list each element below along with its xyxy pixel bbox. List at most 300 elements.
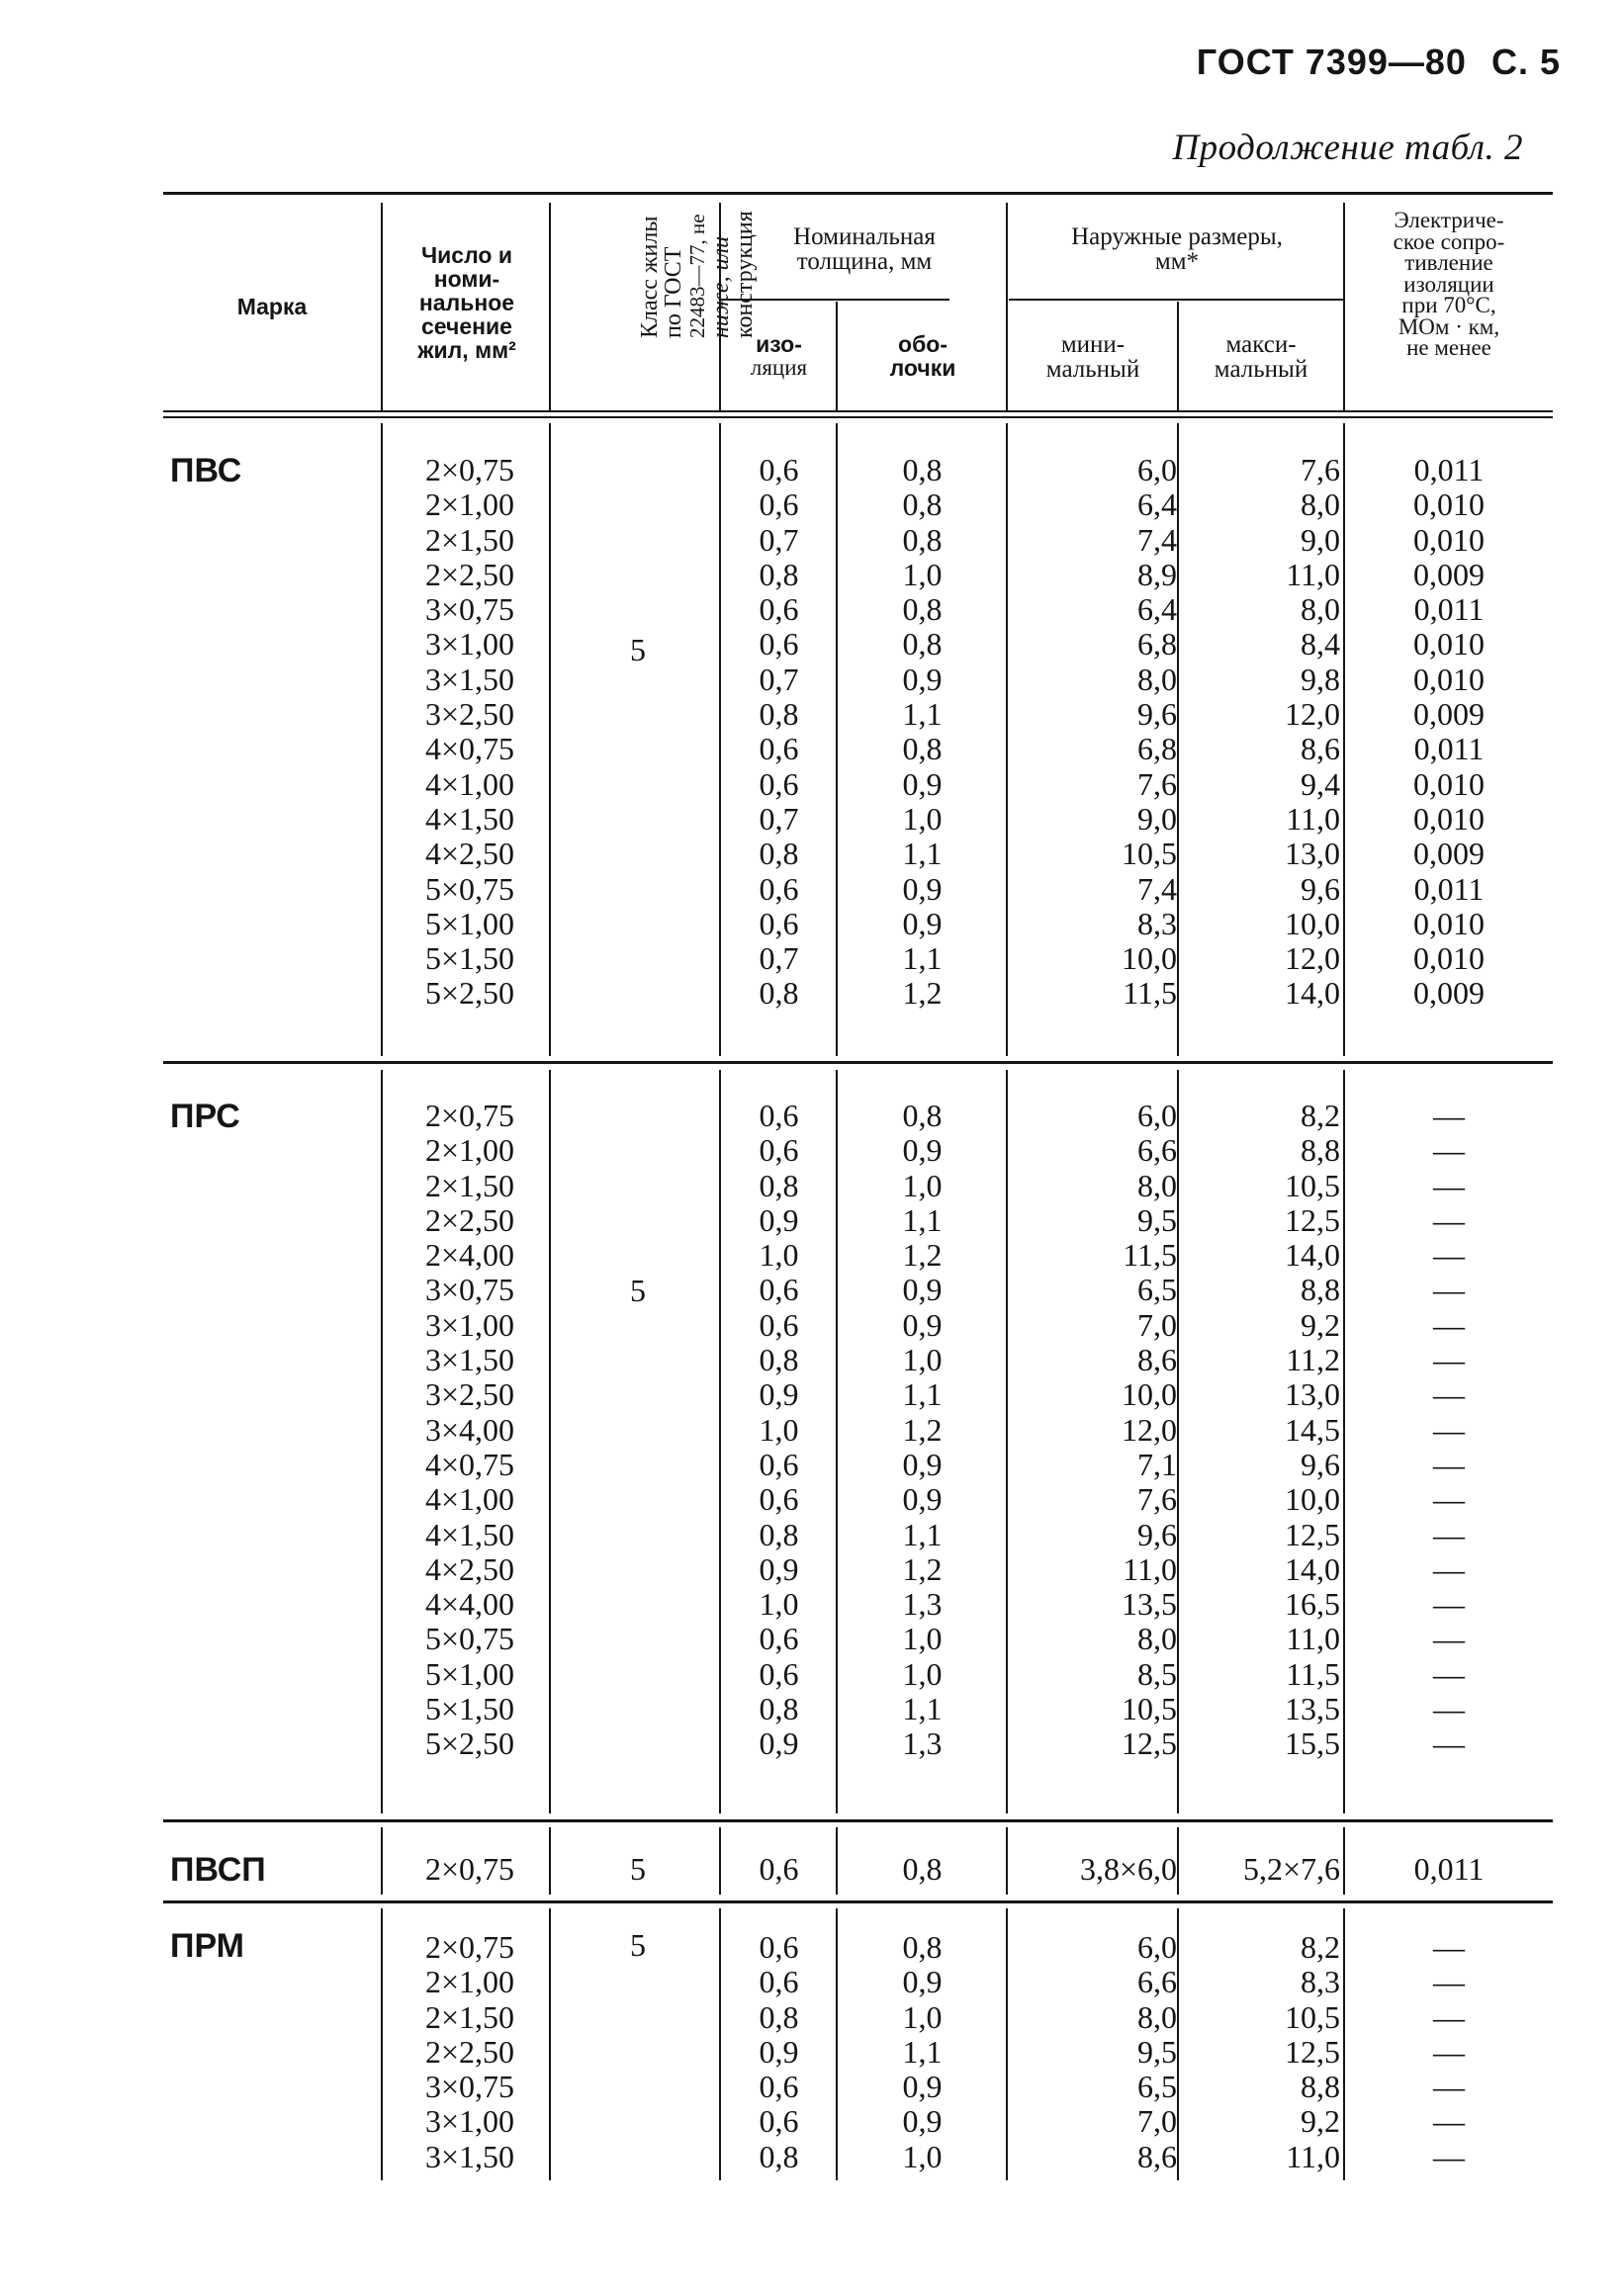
header-line: сечение: [421, 313, 512, 339]
cell-outer-min: 12,5: [1122, 1725, 1177, 1762]
group-divider-pvsp: [163, 1819, 1553, 1822]
cell-outer-min: 13,5: [1122, 1586, 1177, 1623]
header-resistance: [1345, 210, 1553, 359]
cell-outer-max: 9,2: [1301, 2103, 1340, 2140]
cell-sheath: 1,0: [902, 556, 943, 592]
cell-resistance: 0,011: [1413, 870, 1485, 907]
cell-cores-section: 5×1,00: [424, 1655, 515, 1692]
cell-outer-max: 11,5: [1286, 1655, 1340, 1692]
table-row: [0, 1169, 1622, 1203]
cell-outer-max: 10,5: [1285, 1998, 1340, 2035]
table-row: [0, 1965, 1622, 1999]
cell-sheath: 1,0: [902, 1998, 943, 2035]
header-line: Число и: [421, 242, 512, 268]
table-row: [0, 1448, 1622, 1482]
table-row: [0, 2035, 1622, 2070]
cell-outer-max: 8,0: [1301, 486, 1340, 523]
cell-insulation: 0,8: [759, 1167, 799, 1203]
cell-outer-min: 8,6: [1137, 1342, 1177, 1378]
cell-outer-min: 8,9: [1137, 556, 1177, 592]
group-label-pvsp: ПВСП: [170, 1851, 266, 1889]
cell-cores-section: 4×4,00: [424, 1586, 515, 1623]
cell-insulation: 0,8: [759, 2138, 799, 2174]
table-row: [0, 627, 1622, 662]
header-bottom-rule: [163, 410, 1553, 412]
cell-insulation: 1,0: [759, 1411, 799, 1448]
cell-outer-min: 8,0: [1137, 1998, 1177, 2035]
cell-sheath: 0,9: [902, 2103, 943, 2140]
cell-insulation: 0,6: [759, 731, 799, 767]
header-line: обо-: [898, 331, 947, 357]
cell-sheath: 0,8: [902, 521, 943, 558]
cell-outer-min: 9,0: [1137, 800, 1177, 837]
cell-outer-min: 7,4: [1137, 521, 1177, 558]
cell-outer-min: 7,6: [1137, 1481, 1177, 1518]
cell-cores-section: 4×1,00: [424, 765, 515, 802]
page-number: С. 5: [1490, 42, 1561, 82]
cell-outer-max: 8,4: [1301, 626, 1340, 662]
cell-outer-max: 13,5: [1285, 1691, 1340, 1727]
table-continuation-caption: Продолжение табл. 2: [1172, 128, 1523, 168]
cell-outer-min: 6,0: [1137, 1929, 1177, 1965]
cell-cores-section: 2×0,75: [424, 1098, 515, 1133]
cell-outer-min: 6,4: [1137, 486, 1177, 523]
cell-insulation: 0,9: [759, 1725, 799, 1762]
cell-insulation: 0,6: [759, 1851, 799, 1887]
group-divider-prs: [163, 1061, 1553, 1064]
header-line: при 70°С,: [1401, 293, 1496, 317]
cell-outer-max: 11,0: [1286, 2138, 1340, 2174]
cell-resistance: —: [1433, 1376, 1465, 1413]
cell-insulation: 0,8: [759, 696, 799, 733]
table-row: [0, 1343, 1622, 1377]
cell-cores-section: 3×1,00: [424, 1306, 515, 1343]
cell-cores-section: 5×1,50: [424, 940, 515, 977]
cell-cores-section: 2×2,50: [424, 2033, 515, 2070]
group-class-prm: 5: [630, 1927, 646, 1963]
cell-outer-min: 8,6: [1137, 2138, 1177, 2174]
cell-outer-max: 10,0: [1285, 905, 1340, 941]
cell-sheath: 0,8: [902, 731, 943, 767]
cell-cores-section: 5×2,50: [424, 975, 515, 1012]
cell-insulation: 0,6: [759, 870, 799, 907]
cell-cores-section: 2×0,75: [424, 452, 515, 487]
table-row: [0, 1587, 1622, 1622]
table-row: [0, 1552, 1622, 1587]
cell-resistance: —: [1433, 1411, 1465, 1448]
cell-resistance: 0,011: [1413, 591, 1485, 628]
table-row: [0, 1482, 1622, 1517]
table-row: [0, 662, 1622, 697]
header-line: мальный: [1045, 356, 1140, 383]
cell-sheath: 0,8: [902, 1929, 943, 1965]
cell-outer-min: 7,0: [1137, 1306, 1177, 1343]
header-line: ниже, или: [708, 235, 734, 338]
cell-cores-section: 2×4,00: [424, 1237, 515, 1274]
cell-cores-section: 2×1,00: [424, 486, 515, 523]
header-line: номи-: [433, 266, 500, 292]
header-line: макси-: [1225, 331, 1297, 358]
group-class-pvs: 5: [630, 632, 646, 667]
header-bottom-rule-double: [163, 416, 1553, 418]
outer-subheader-rule: [1009, 299, 1345, 301]
cell-outer-min: 6,8: [1137, 626, 1177, 662]
col-rule: [836, 302, 838, 410]
cell-resistance: 0,009: [1413, 975, 1485, 1012]
cell-insulation: 0,6: [759, 1655, 799, 1692]
cell-sheath: 1,0: [902, 1655, 943, 1692]
table-row: [0, 976, 1622, 1011]
table-row: [0, 592, 1622, 627]
cell-resistance: 0,010: [1413, 905, 1485, 941]
cell-resistance: —: [1433, 1621, 1465, 1657]
table-row: [0, 558, 1622, 592]
cell-outer-min: 9,6: [1137, 696, 1177, 733]
cell-resistance: —: [1433, 1725, 1465, 1762]
cell-outer-max: 9,2: [1301, 1306, 1340, 1343]
cell-insulation: 0,9: [759, 1376, 799, 1413]
cell-cores-section: 3×0,75: [424, 2069, 515, 2105]
cell-outer-max: 9,6: [1301, 1446, 1340, 1482]
cell-resistance: 0,010: [1413, 765, 1485, 802]
cell-insulation: 0,8: [759, 1342, 799, 1378]
group-rows-prm: [0, 1927, 1622, 2174]
cell-outer-min: 6,5: [1137, 2069, 1177, 2105]
cell-cores-section: 4×0,75: [424, 731, 515, 767]
cell-resistance: —: [1433, 1964, 1465, 2000]
cell-outer-min: 6,6: [1137, 1132, 1177, 1169]
cell-sheath: 1,0: [902, 2138, 943, 2174]
cell-resistance: —: [1433, 2138, 1465, 2174]
cell-insulation: 0,6: [759, 765, 799, 802]
header-line: мини-: [1060, 331, 1126, 358]
cell-outer-min: 10,0: [1122, 1376, 1177, 1413]
header-line: Номинальная: [793, 223, 936, 250]
table-row: [0, 1273, 1622, 1307]
cell-insulation: 0,6: [759, 1964, 799, 2000]
cell-outer-max: 14,0: [1285, 975, 1340, 1012]
cell-outer-max: 9,4: [1301, 765, 1340, 802]
cell-outer-min: 6,6: [1137, 1964, 1177, 2000]
cell-resistance: 0,010: [1413, 940, 1485, 977]
table-row: [0, 1657, 1622, 1692]
table-row: [0, 1377, 1622, 1412]
cell-sheath: 1,0: [902, 800, 943, 837]
cell-sheath: 0,8: [902, 591, 943, 628]
group-rows-prs: [0, 1099, 1622, 1762]
cell-sheath: 0,8: [902, 452, 943, 487]
cell-resistance: —: [1433, 1098, 1465, 1133]
cell-resistance: —: [1433, 1132, 1465, 1169]
cell-outer-min: 11,5: [1123, 1237, 1177, 1274]
header-thickness: [722, 224, 1007, 274]
header-line: толщина, мм: [796, 248, 933, 275]
cell-insulation: 0,7: [759, 661, 799, 697]
cell-outer-min: 12,0: [1122, 1411, 1177, 1448]
table-row: [0, 1203, 1622, 1238]
cell-sheath: 1,0: [902, 1621, 943, 1657]
table-row: [0, 1927, 1622, 1965]
cell-resistance: —: [1433, 1691, 1465, 1727]
cell-sheath: 0,8: [902, 1851, 943, 1887]
cell-outer-min: 10,5: [1122, 836, 1177, 872]
cell-resistance: 0,009: [1413, 696, 1485, 733]
cell-resistance: 0,011: [1413, 731, 1485, 767]
cell-resistance: —: [1433, 1998, 1465, 2035]
cell-resistance: —: [1433, 1586, 1465, 1623]
cell-sheath: 0,9: [902, 2069, 943, 2105]
cell-outer-max: 8,6: [1301, 731, 1340, 767]
cell-cores-section: 3×1,50: [424, 2138, 515, 2174]
header-line: конструкция: [732, 211, 758, 338]
cell-sheath: 1,1: [902, 1201, 943, 1238]
cell-sheath: 1,1: [902, 1516, 943, 1552]
cell-resistance: —: [1433, 1516, 1465, 1552]
header-min: [1009, 332, 1177, 382]
cell-cores-section: 2×1,50: [424, 1167, 515, 1203]
table-row: [0, 2140, 1622, 2174]
header-line: жил, мм²: [417, 337, 516, 363]
group-rows-pvsp: [0, 1852, 1622, 1887]
cell-sheath: 1,3: [902, 1725, 943, 1762]
group-label-prm: ПРМ: [170, 1927, 244, 1965]
cell-sheath: 0,9: [902, 1272, 943, 1308]
cell-resistance: —: [1433, 1306, 1465, 1343]
cell-cores-section: 5×1,50: [424, 1691, 515, 1727]
header-line: ское сопро-: [1393, 228, 1505, 254]
cell-outer-min: 9,6: [1137, 1516, 1177, 1552]
cell-cores-section: 2×0,75: [424, 1851, 515, 1887]
header-sheath: [839, 332, 1007, 380]
cell-outer-max: 8,0: [1301, 591, 1340, 628]
cell-sheath: 1,0: [902, 1167, 943, 1203]
cell-cores-section: 4×2,50: [424, 1550, 515, 1587]
cell-insulation: 0,6: [759, 2103, 799, 2140]
cell-outer-max: 8,8: [1301, 1132, 1340, 1169]
table-row: [0, 1308, 1622, 1343]
cell-outer-max: 15,5: [1285, 1725, 1340, 1762]
cell-resistance: —: [1433, 1550, 1465, 1587]
cell-resistance: —: [1433, 1201, 1465, 1238]
table-row: [0, 1852, 1622, 1887]
header-cores: [384, 243, 550, 362]
cell-insulation: 0,6: [759, 591, 799, 628]
cell-cores-section: 4×1,00: [424, 1481, 515, 1518]
cell-outer-min: 11,5: [1123, 975, 1177, 1012]
header-line: лочки: [889, 355, 956, 381]
cell-outer-max: 14,0: [1285, 1550, 1340, 1587]
cell-outer-max: 14,5: [1285, 1411, 1340, 1448]
cell-insulation: 0,8: [759, 1516, 799, 1552]
cell-outer-max: 13,0: [1285, 836, 1340, 872]
table-row: [0, 1726, 1622, 1761]
cell-resistance: —: [1433, 1446, 1465, 1482]
cell-cores-section: 3×4,00: [424, 1411, 515, 1448]
cell-insulation: 0,6: [759, 486, 799, 523]
cell-outer-min: 10,5: [1122, 1691, 1177, 1727]
cell-cores-section: 5×2,50: [424, 1725, 515, 1762]
cell-sheath: 1,1: [902, 1691, 943, 1727]
cell-resistance: —: [1433, 1929, 1465, 1965]
cell-cores-section: 4×0,75: [424, 1446, 515, 1482]
cell-resistance: —: [1433, 2069, 1465, 2105]
group-rows-pvs: [0, 453, 1622, 1012]
cell-outer-min: 7,6: [1137, 765, 1177, 802]
cell-resistance: —: [1433, 1167, 1465, 1203]
cell-cores-section: 2×1,50: [424, 521, 515, 558]
table-row: [0, 2000, 1622, 2035]
cell-cores-section: 3×0,75: [424, 591, 515, 628]
cell-cores-section: 5×0,75: [424, 1621, 515, 1657]
table-top-rule: [163, 192, 1553, 195]
table-row: [0, 872, 1622, 907]
cell-outer-min: 11,0: [1123, 1550, 1177, 1587]
cell-outer-max: 9,0: [1301, 521, 1340, 558]
header-line: МОм · км,: [1397, 313, 1500, 339]
cell-insulation: 0,8: [759, 975, 799, 1012]
cell-insulation: 0,8: [759, 1691, 799, 1727]
header-insulation: [722, 332, 836, 380]
header-line: не менее: [1406, 335, 1491, 360]
cell-cores-section: 2×2,50: [424, 1201, 515, 1238]
cell-outer-max: 14,0: [1285, 1237, 1340, 1274]
cell-sheath: 1,2: [902, 1237, 943, 1274]
cell-insulation: 0,8: [759, 1998, 799, 2035]
cell-cores-section: 2×1,50: [424, 1998, 515, 2035]
cell-outer-min: 8,3: [1137, 905, 1177, 941]
cell-cores-section: 3×1,00: [424, 626, 515, 662]
header-line: изоляции: [1403, 271, 1494, 297]
header-line: тивление: [1404, 250, 1493, 275]
cell-insulation: 0,6: [759, 2069, 799, 2105]
cell-outer-max: 8,2: [1301, 1098, 1340, 1133]
cell-cores-section: 4×1,50: [424, 800, 515, 837]
cell-cores-section: 4×2,50: [424, 836, 515, 872]
cell-resistance: —: [1433, 1272, 1465, 1308]
group-class-prs: 5: [630, 1273, 646, 1308]
cell-insulation: 0,6: [759, 1929, 799, 1965]
cell-sheath: 1,0: [902, 1342, 943, 1378]
cell-outer-max: 8,8: [1301, 1272, 1340, 1308]
cell-outer-min: 6,4: [1137, 591, 1177, 628]
cell-resistance: —: [1433, 2103, 1465, 2140]
cell-sheath: 1,1: [902, 696, 943, 733]
cell-cores-section: 5×0,75: [424, 870, 515, 907]
cell-outer-min: 6,0: [1137, 452, 1177, 487]
header-line: 22483—77, не: [685, 214, 709, 338]
cell-insulation: 0,8: [759, 836, 799, 872]
cell-sheath: 0,9: [902, 1481, 943, 1518]
table-row: [0, 1518, 1622, 1552]
table-row: [0, 1238, 1622, 1273]
cell-outer-max: 12,5: [1285, 1201, 1340, 1238]
cell-outer-max: 10,0: [1285, 1481, 1340, 1518]
cell-outer-max: 10,5: [1285, 1167, 1340, 1203]
table-row: [0, 1622, 1622, 1656]
cell-sheath: 0,9: [902, 661, 943, 697]
cell-outer-max: 11,0: [1286, 556, 1340, 592]
cell-outer-max: 11,2: [1286, 1342, 1340, 1378]
group-class-pvsp: 5: [630, 1851, 646, 1887]
table-row: [0, 2070, 1622, 2104]
cell-resistance: 0,009: [1413, 836, 1485, 872]
standard-number: ГОСТ 7399—80: [1196, 42, 1467, 82]
cell-resistance: 0,010: [1413, 626, 1485, 662]
table-row: [0, 802, 1622, 837]
cell-resistance: —: [1433, 1342, 1465, 1378]
cell-sheath: 0,9: [902, 870, 943, 907]
cell-sheath: 1,2: [902, 975, 943, 1012]
table-row: [0, 1692, 1622, 1726]
cell-sheath: 0,9: [902, 1132, 943, 1169]
cell-outer-max: 12,5: [1285, 1516, 1340, 1552]
cell-cores-section: 4×1,50: [424, 1516, 515, 1552]
cell-insulation: 0,7: [759, 940, 799, 977]
table-row: [0, 732, 1622, 766]
table-row: [0, 941, 1622, 976]
cell-outer-min: 7,1: [1137, 1446, 1177, 1482]
cell-sheath: 0,8: [902, 626, 943, 662]
table-row: [0, 453, 1622, 487]
header-line: нальное: [418, 290, 515, 315]
cell-cores-section: 2×0,75: [424, 1929, 515, 1965]
cell-outer-max: 11,0: [1286, 1621, 1340, 1657]
cell-outer-min: 3,8×6,0: [1079, 1851, 1177, 1887]
cell-sheath: 1,1: [902, 940, 943, 977]
header-line: по ГОСТ: [661, 246, 686, 338]
cell-outer-min: 6,0: [1137, 1098, 1177, 1133]
group-label-pvs: ПВС: [170, 452, 242, 489]
header-line: мм*: [1154, 248, 1200, 275]
cell-sheath: 1,2: [902, 1411, 943, 1448]
cell-insulation: 0,7: [759, 521, 799, 558]
cell-insulation: 0,6: [759, 1446, 799, 1482]
cell-sheath: 0,9: [902, 1964, 943, 2000]
table-row: [0, 487, 1622, 522]
cell-outer-max: 8,2: [1301, 1929, 1340, 1965]
cell-sheath: 0,9: [902, 765, 943, 802]
cell-outer-min: 8,0: [1137, 661, 1177, 697]
cell-insulation: 0,6: [759, 452, 799, 487]
table-row: [0, 1099, 1622, 1133]
cell-outer-max: 8,3: [1301, 1964, 1340, 2000]
header-brand: Марка: [236, 294, 308, 319]
cell-insulation: 0,9: [759, 1550, 799, 1587]
cell-insulation: 0,8: [759, 556, 799, 592]
cell-sheath: 0,8: [902, 486, 943, 523]
header-line: Электриче-: [1394, 208, 1504, 232]
cell-outer-max: 5,2×7,6: [1242, 1851, 1340, 1887]
cell-outer-min: 10,0: [1122, 940, 1177, 977]
cell-sheath: 1,1: [902, 2033, 943, 2070]
cell-outer-max: 9,6: [1301, 870, 1340, 907]
cell-outer-min: 8,5: [1137, 1655, 1177, 1692]
cell-cores-section: 3×1,50: [424, 1342, 515, 1378]
header-line: Класс жилы: [637, 216, 663, 338]
cell-sheath: 0,9: [902, 1306, 943, 1343]
table-row: [0, 1133, 1622, 1168]
cell-insulation: 0,6: [759, 1272, 799, 1308]
cell-outer-min: 9,5: [1137, 2033, 1177, 2070]
cell-insulation: 0,7: [759, 800, 799, 837]
header-line: ляция: [750, 355, 808, 380]
cell-sheath: 1,1: [902, 836, 943, 872]
cell-resistance: 0,011: [1413, 1851, 1485, 1887]
header-line: мальный: [1214, 356, 1308, 383]
cell-outer-min: 7,0: [1137, 2103, 1177, 2140]
cell-outer-min: 8,0: [1137, 1167, 1177, 1203]
cell-sheath: 0,8: [902, 1098, 943, 1133]
